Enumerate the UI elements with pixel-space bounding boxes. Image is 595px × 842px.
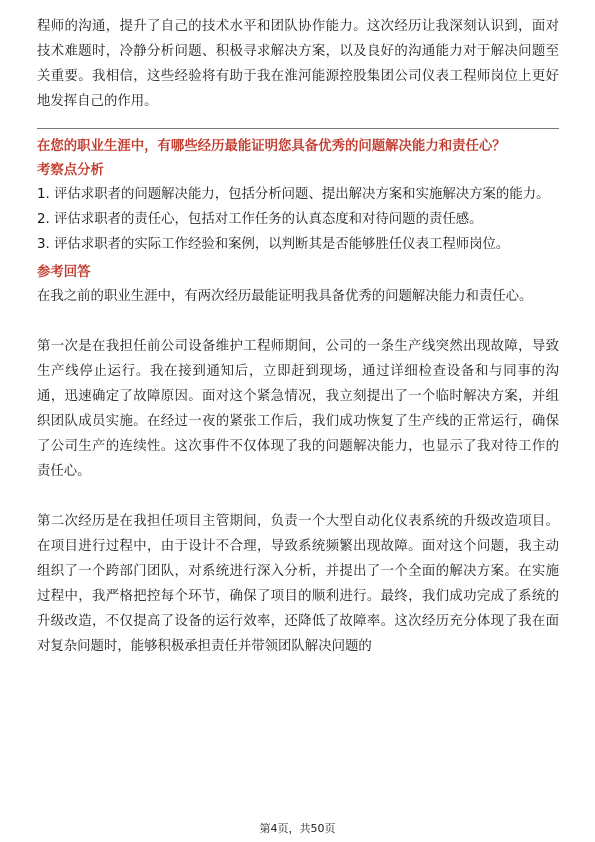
analysis-item: 3. 评估求职者的实际工作经验和案例，以判断其是否能够胜任仪表工程师岗位。 [37, 237, 510, 252]
answer-paragraph: 在我之前的职业生涯中，有两次经历最能证明我具备优秀的问题解决能力和责任心。 [37, 289, 533, 304]
analysis-item: 1. 评估求职者的问题解决能力，包括分析问题、提出解决方案和实施解决方案的能力。 [37, 187, 550, 202]
intro-paragraph: 程师的沟通，提升了自己的技术水平和团队协作能力。这次经历让我深刻认识到，面对技术难题时，冷静分析问题、积极寻求解决方案，以及良好的沟通能力对于解决问题至关重要。我相信，这些经验将有助于我在淮河能源控股集团公司仪表工程师岗位上更好地发挥自己的作用。 [37, 19, 559, 109]
answer-paragraph: 第二次经历是在我担任项目主管期间，负责一个大型自动化仪表系统的升级改造项目。在项目进行过程中，由于设计不合理，导致系统频繁出现故障。面对这个问题，我主动组织了一个跨部门团队，对系统进行深入分析，并提出了一个全面的解决方案。在实施过程中，我严格把控每个环节，确保了项目的顺利进行。最终，我们成功完成了系统的升级改造，不仅提高了设备的运行效率，还降低了故障率。这次经历充分体现了我在面对复杂问题时，能够积极承担责任并带领团队解决问题的 [37, 514, 559, 654]
page-number: 第4页，共50页 [259, 822, 336, 835]
document-page [37, 14, 559, 659]
answer-title: 参考回答 [37, 265, 91, 280]
paragraph-gap [37, 484, 559, 509]
interview-question: 在您的职业生涯中，有哪些经历最能证明您具备优秀的问题解决能力和责任心？ [37, 139, 506, 154]
section-divider [37, 128, 559, 129]
analysis-item: 2. 评估求职者的责任心，包括对工作任务的认真态度和对待问题的责任感。 [37, 212, 483, 227]
answer-paragraph: 第一次是在我担任前公司设备维护工程师期间，公司的一条生产线突然出现故障，导致生产线停止运行。我在接到通知后，立即赶到现场，通过详细检查设备和与同事的沟通，迅速确定了故障原因。面对这个紧急情况，我立刻提出了一个临时解决方案，并组织团队成员实施。在经过一夜的紧张工作后，我们成功恢复了生产线的正常运行，确保了公司生产的连续性。这次事件不仅体现了我的问题解决能力，也显示了我对待工作的责任心。 [37, 339, 559, 479]
paragraph-gap [37, 309, 559, 334]
analysis-title: 考察点分析 [37, 163, 104, 178]
